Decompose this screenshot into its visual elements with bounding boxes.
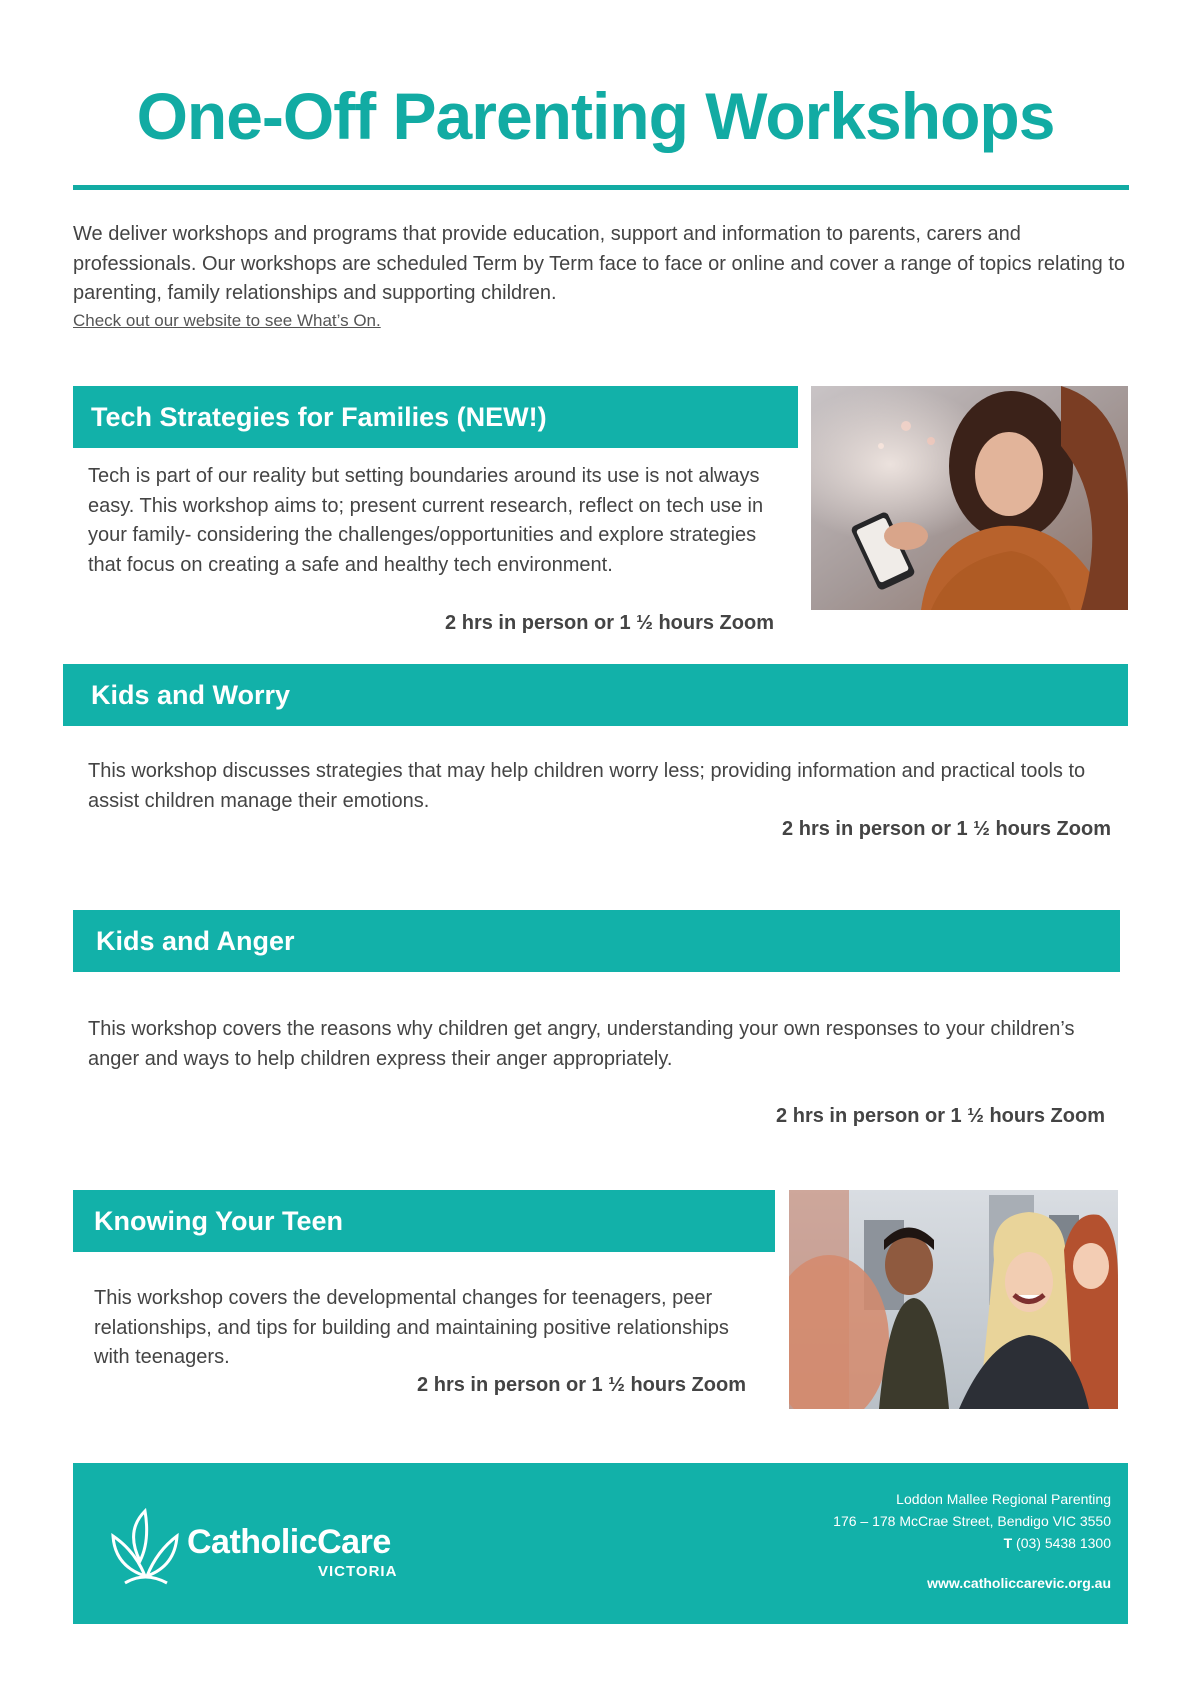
contact-block — [833, 1488, 1111, 1554]
phone-line — [833, 1532, 1111, 1554]
workshop-duration: 2 hrs in person or 1 ½ hours Zoom — [776, 1105, 1105, 1127]
workshop-title: Kids and Worry — [91, 679, 291, 710]
workshop-header-anger — [73, 910, 1120, 972]
footer-banner — [73, 1463, 1128, 1624]
catholiccare-logo-icon — [105, 1501, 190, 1591]
photo-woman-with-phone — [811, 386, 1128, 610]
intro-paragraph: We deliver workshops and programs that provide education, support and information to parents, carers and professionals. Our workshops are scheduled Term by Term face to face or online and cover a range of topics relating to parenting, family relationships and supporting children. — [73, 223, 1126, 304]
workshop-header-tech — [73, 386, 798, 448]
street-address: 176 – 178 McCrae Street, Bendigo VIC 3550 — [833, 1513, 1111, 1529]
title-divider — [73, 185, 1129, 190]
org-name: Loddon Mallee Regional Parenting — [896, 1491, 1111, 1507]
workshop-duration: 2 hrs in person or 1 ½ hours Zoom — [417, 1374, 746, 1396]
catholiccare-logo — [105, 1501, 405, 1596]
workshop-header-worry — [63, 664, 1128, 726]
phone-label: T — [1003, 1535, 1013, 1551]
workshop-title: Kids and Anger — [96, 925, 295, 956]
workshop-header-teen — [73, 1190, 775, 1252]
whats-on-link[interactable]: Check out our website to see What’s On. — [73, 311, 381, 330]
logo-sub: VICTORIA — [318, 1563, 398, 1580]
website-link[interactable]: www.catholiccarevic.org.au — [927, 1575, 1111, 1591]
photo-teenagers-selfie — [789, 1190, 1118, 1409]
workshop-description: This workshop covers the developmental changes for teenagers, peer relationships, and tips for building and maintaining positive relationships with teenagers. — [94, 1287, 729, 1368]
logo-name: CatholicCare — [187, 1523, 391, 1561]
workshop-title: Tech Strategies for Families (NEW!) — [91, 401, 547, 432]
page-title: One-Off Parenting Workshops — [136, 79, 1055, 153]
workshop-description: This workshop covers the reasons why children get angry, understanding your own responses to your children’s anger and ways to help children express their anger appropriately. — [88, 1018, 1075, 1070]
phone-number: (03) 5438 1300 — [1016, 1535, 1111, 1551]
workshop-duration: 2 hrs in person or 1 ½ hours Zoom — [445, 612, 774, 634]
workshop-description: Tech is part of our reality but setting boundaries around its use is not always easy. This workshop aims to; present current research, reflect on tech use in your family- considering the challenges/opportunities and explore strategies that focus on creating a safe and healthy tech environment. — [88, 465, 764, 576]
workshop-duration: 2 hrs in person or 1 ½ hours Zoom — [782, 818, 1111, 840]
workshop-title: Knowing Your Teen — [94, 1205, 343, 1236]
workshop-description: This workshop discusses strategies that may help children worry less; providing information and practical tools to assist children manage their emotions. — [88, 760, 1086, 812]
